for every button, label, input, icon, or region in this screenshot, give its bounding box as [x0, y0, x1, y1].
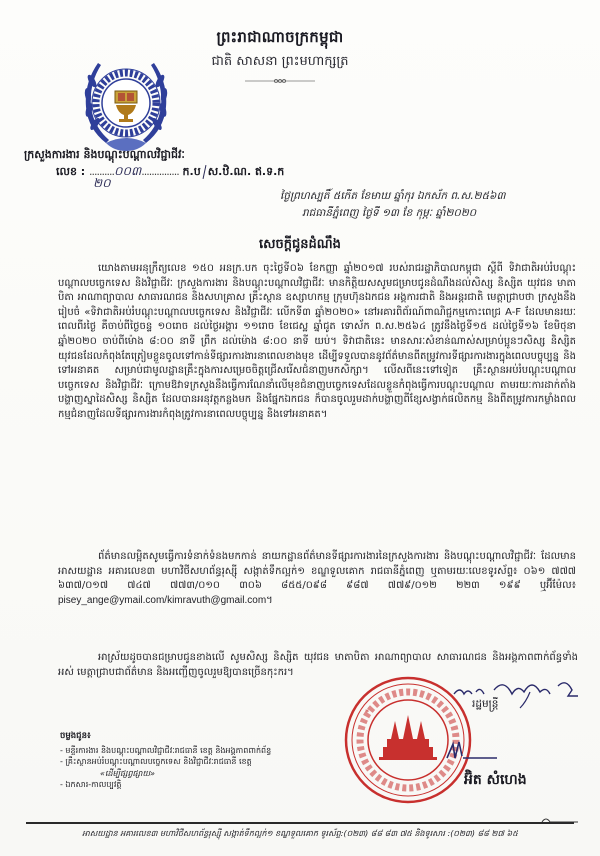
nation-religion-king: ជាតិ សាសនា ព្រះមហាក្សត្រ	[211, 54, 349, 69]
solar-date: រាជធានីភ្នំពេញ ថ្ងៃទី ១៣ ខែ កុម្ភៈ ឆ្នាំ២០២០	[302, 207, 477, 219]
body-paragraph-3: អាស្រ័យដូចបានជម្រាបជូនខាងលើ សូមសិស្ស និស្សិត យុវជន មាតាបិតា អាណាព្យាបាល សាធារណជន និងអង្គភាពពាក់ព័ន្ធទាំងអស់ មេត្តាជ្រាបជាព័ត៌មាន និងអញ្ជើញចូលរួមឱ្យបានច្រើនកុះករ។	[58, 652, 578, 678]
footer-divider	[26, 822, 574, 824]
document-title: សេចក្តីជូនដំណឹង	[259, 237, 341, 252]
body-paragraph-1: យោងតាមអនុក្រឹត្យលេខ ១៥០ អនក្រ.បក ចុះថ្ងៃទី០៦ ខែកញ្ញា ឆ្នាំ២០១៧ របស់រាជរដ្ឋាភិបាលកម្ពុជា ស្តីពី ទិវាជាតិអប់រំបណ្តុះបណ្តាលបច្ចេកទេស និងវិជ្ជាជីវៈ ក្រសួងការងារ និងបណ្តុះបណ្តាលវិជ្ជាជីវៈ មានកិត្តិយសសូមជម្រាបជូនដំណឹងដល់សិស្ស និស្សិត យុវជន មាតាបិតា អាណាព្យាបាល សាធារណជន និងសហគ្រាស គ្រឹះស្ថាន ឧស្សាហកម្ម ក្រុមហ៊ុនឯកជន អង្គការជាតិ និងអន្តរជាតិ មេត្តាជ្រាបថា ក្រសួងនឹងរៀបចំ «ទិវាជាតិអប់រំបណ្តុះបណ្តាលបច្ចេកទេស និងវិជ្ជាជីវៈ លើកទី៣ ឆ្នាំ២០២០» នៅអគារពិព័រណ៍ពាណិជ្ជកម្មកោះពេជ្រ A-F ដែលមានរយៈពេលពីរថ្ងៃ គឺចាប់ពីថ្ងៃចន្ទ ១០រោច ដល់ថ្ងៃអង្គារ ១១រោច ខែជេស្ឋ ឆ្នាំជូត ទោស័ក ព.ស.២៥៦៤ ត្រូវនឹងថ្ងៃទី១៥ ដល់ថ្ងៃទី១៦ ខែមិថុនា ឆ្នាំ២០២០ ចាប់ពីម៉ោង ៨:០០ នាទី ព្រឹក ដល់ម៉ោង ៨:០០ នាទី យប់។ ទិវាជាតិនេះ មានសារៈសំខាន់ណាស់សម្រាប់ប្អូនៗសិស្ស និស្សិត យុវជនដែលកំពុងតែត្រៀមខ្លួនចូលទៅកាន់ទីផ្សារការងារនាពេលខាងមុខ ដើម្បីទទួលបាននូវព័ត៌មានពីតម្រូវការទីផ្សារការងារក្នុងពេលបច្ចុប្បន្ន និងទៅអនាគត សម្រាប់ជាមូលដ្ឋានគ្រឹះក្នុងការសម្រេចចិត្តជ្រើសរើសជំនាញមកសិក្សា។ លើសពីនេះទៅទៀត គ្រឹះស្ថានអប់រំបណ្តុះបណ្តាលបច្ចេកទេស និងវិជ្ជាជីវៈ ក្រោមឱវាទក្រសួងនឹងធ្វើការណែនាំលើមុខជំនាញបច្ចេកទេសដែលខ្លួនកំពុងធ្វើការបណ្តុះបណ្តាល តាមរយៈការដាក់តាំងបង្ហាញស្នាដៃសិស្ស និស្សិត ដែលបានអនុវត្តកន្លងមក និងផ្នែកឯកជន ក៏បានចូលរួមដាក់បង្ហាញពីខ្សែសង្វាក់ផលិតកម្ម និងពីតម្រូវការកម្លាំងពលកម្មជំនាញដែលទីផ្សារការងារកំពុងត្រូវការនាពេលបច្ចុប្បន្ន និងទៅអនាគត។	[58, 263, 576, 420]
cc-item: - គ្រឹះស្ថានអប់រំបណ្តុះបណ្តាលបច្ចេកទេស និងវិជ្ជាជីវៈរាជធានី ខេត្ត	[60, 757, 252, 766]
reference-number: លេខ : ..........០០៣............... ក.ប ស.ឋិ.ណ. ឥ.ទ.ក	[56, 164, 285, 178]
ref-code: ស.ឋិ.ណ. ឥ.ទ.ក	[207, 165, 285, 178]
national-motto	[205, 28, 355, 84]
ministry-seal-icon	[78, 55, 174, 155]
lunar-date: ថ្ងៃព្រហស្បតិ៍ ៥កើត ខែមាឃ ឆ្នាំកុរ ឯកស័ក ព.ស.២៥៦៣	[280, 190, 506, 202]
cc-list	[60, 731, 271, 791]
handwritten-signature-note	[450, 672, 590, 712]
svg-text:*: *	[365, 708, 369, 717]
ref-label: លេខ :	[56, 165, 86, 178]
footer-address: អាសយដ្ឋាន អគារលេខ៣ មហាវិថីសហព័ន្ធរុស្ស៊ី សង្កាត់ទឹកល្អក់១ ខណ្ឌទួលគោក ទូរស័ព្ទ:(០២៣) ៨៨ ៨៣ ៧៥ និងទូរសារ :(០២៣) ៨៨ ២៧ ៦៥	[82, 829, 518, 838]
body-paragraph-2: ព័ត៌មានលម្អិតសូមធ្វើការទំនាក់ទំនងមកកាន់ នាយកដ្ឋានព័ត៌មានទីផ្សារការងារនៃក្រសួងការងារ និងបណ្តុះបណ្តាលវិជ្ជាជីវៈ ដែលមានអាសយដ្ឋាន អគារលេខ៣ មហាវិថីសហព័ន្ធរុស្ស៊ី សង្កាត់ទឹកល្អក់១ ខណ្ឌទួលគោក រាជធានីភ្នំពេញ ឬតាមរយៈលេខទូរស័ព្ទ៖ ០៦១ ៧៧៧ ៦៣៧/០១៧ ៧៤៧ ៧៧៣/០១០ ៣០៦ ៨៥៥/០៩៨ ៩៨៧ ៧៧៩/០១២ ២២៣ ១៩៩ ឬអ៊ីម៉ែល៖ pisey_ange@ymail.com/kimravuth@gmail.com។	[58, 551, 576, 606]
cc-item-note: «ដើម្បីផ្សព្វផ្សាយ»	[100, 768, 155, 778]
divider-ornament-icon	[245, 78, 315, 84]
signature-stroke	[445, 738, 505, 764]
cc-item: - មន្ទីរការងារ និងបណ្តុះបណ្តាលវិជ្ជាជីវៈរាជធានី ខេត្ត និងអង្គភាពពាក់ព័ន្ធ	[60, 745, 272, 755]
kingdom-name: ព្រះរាជាណាចក្រកម្ពុជា	[216, 28, 344, 46]
cc-heading: ចម្លងជូន៖	[60, 731, 91, 741]
ref-number-handwritten: ០០៣	[114, 164, 142, 178]
contact-emails: pisey_ange@ymail.com/kimravuth@gmail.com	[58, 594, 267, 606]
signatory-name: អ៊ិត សំហេង	[464, 772, 527, 788]
signatory-title: រដ្ឋមន្ត្រី	[472, 698, 499, 710]
ministry-name: ក្រសួងការងារ និងបណ្តុះបណ្តាលវិជ្ជាជីវៈ	[24, 148, 185, 161]
cc-item: - ឯកសារ-កាលប្បវត្តិ	[60, 780, 122, 789]
ref-year-handwritten: ២០	[93, 176, 111, 190]
ref-suffix: ក.ប	[182, 165, 201, 178]
